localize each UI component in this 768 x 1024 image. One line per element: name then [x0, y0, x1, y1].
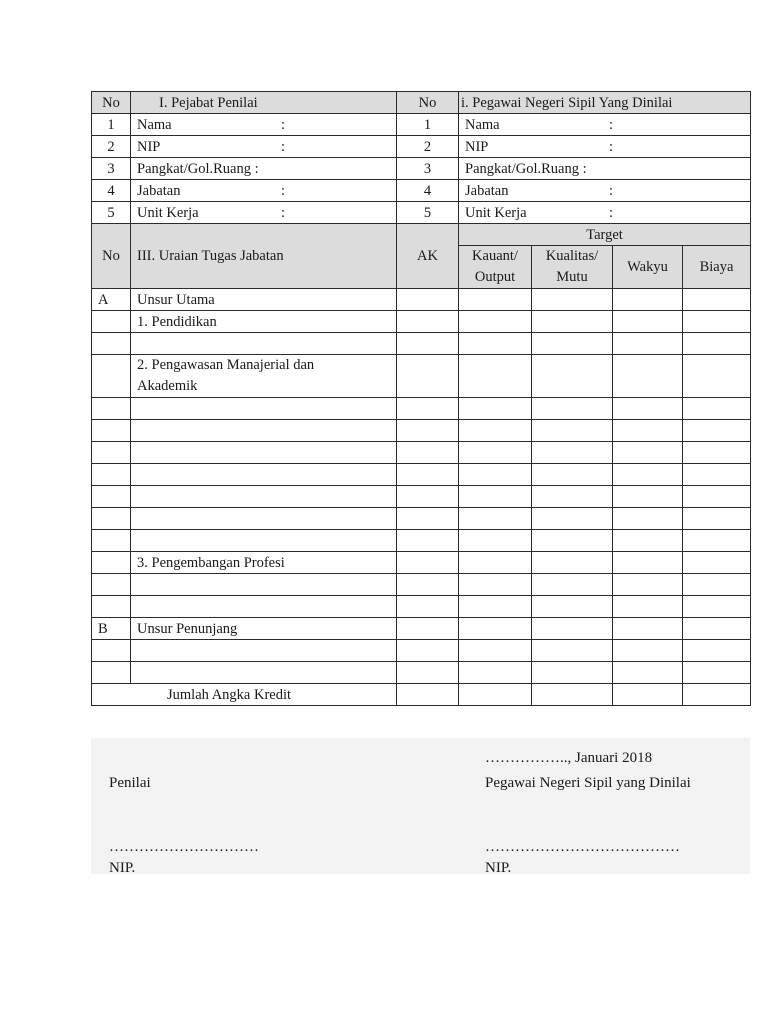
- quantity-cell: [459, 574, 532, 596]
- identity-no: 5: [92, 202, 131, 224]
- quality-cell: [532, 662, 613, 684]
- ak-cell: [397, 333, 459, 355]
- employee-nip: NIP.: [485, 860, 512, 876]
- assessor-role: Penilai: [109, 775, 151, 791]
- time-cell: [613, 596, 683, 618]
- row-label: [131, 508, 397, 530]
- cost-cell: [683, 684, 751, 706]
- identity-label-left: [131, 114, 397, 136]
- row-no: [92, 640, 131, 662]
- identity-row: [92, 202, 751, 224]
- target-quality-header: [532, 246, 613, 289]
- skp-form-table: [91, 91, 751, 706]
- time-cell: [613, 420, 683, 442]
- identity-colon: :: [281, 116, 286, 133]
- target-quality-line: Mutu: [556, 269, 588, 285]
- identity-row: [92, 180, 751, 202]
- ak-cell: [397, 355, 459, 398]
- identity-label-right: [459, 202, 751, 224]
- ak-cell: [397, 596, 459, 618]
- identity-label-left: [131, 180, 397, 202]
- quality-cell: [532, 398, 613, 420]
- task-header-row: [92, 224, 751, 246]
- quantity-cell: [459, 618, 532, 640]
- table-row: [92, 640, 751, 662]
- task-header-ak: AK: [397, 224, 459, 289]
- quantity-cell: [459, 442, 532, 464]
- identity-label-right: Pangkat/Gol.Ruang :: [459, 158, 751, 180]
- table-row: [92, 508, 751, 530]
- table-row: [92, 333, 751, 355]
- row-no: [92, 552, 131, 574]
- ak-cell: [397, 662, 459, 684]
- row-label: Unsur Utama: [131, 289, 397, 311]
- ak-cell: [397, 574, 459, 596]
- identity-label-right: [459, 136, 751, 158]
- identity-colon: :: [281, 204, 286, 221]
- identity-label-left: [131, 202, 397, 224]
- row-label: [131, 486, 397, 508]
- table-row: [92, 355, 751, 398]
- time-cell: [613, 333, 683, 355]
- ak-cell: [397, 420, 459, 442]
- row-label: [131, 333, 397, 355]
- quantity-cell: [459, 420, 532, 442]
- identity-no: 3: [92, 158, 131, 180]
- assessor-signature-dots: …………………………: [109, 839, 259, 855]
- quality-cell: [532, 552, 613, 574]
- cost-cell: [683, 662, 751, 684]
- row-no: [92, 596, 131, 618]
- time-cell: [613, 398, 683, 420]
- ak-cell: [397, 289, 459, 311]
- target-quality-line: Kualitas/: [545, 248, 599, 264]
- target-quantity-line: Output: [474, 269, 516, 285]
- cost-cell: [683, 420, 751, 442]
- quality-cell: [532, 618, 613, 640]
- row-no: [92, 355, 131, 398]
- table-row: [92, 442, 751, 464]
- quantity-cell: [459, 596, 532, 618]
- time-cell: [613, 311, 683, 333]
- identity-label: NIP: [465, 138, 489, 155]
- ak-cell: [397, 618, 459, 640]
- employee-signature-dots: …………………………………: [485, 839, 680, 855]
- table-row: [92, 618, 751, 640]
- identity-row: [92, 158, 751, 180]
- employee-role: Pegawai Negeri Sipil yang Dinilai: [485, 775, 691, 791]
- cost-cell: [683, 442, 751, 464]
- time-cell: [613, 530, 683, 552]
- row-no: [92, 508, 131, 530]
- time-cell: [613, 552, 683, 574]
- row-label: [131, 596, 397, 618]
- ak-cell: [397, 530, 459, 552]
- cost-cell: [683, 311, 751, 333]
- quality-cell: [532, 684, 613, 706]
- ak-cell: [397, 442, 459, 464]
- row-label: [131, 574, 397, 596]
- row-label: [131, 464, 397, 486]
- identity-colon: :: [281, 182, 286, 199]
- target-time-header: Wakyu: [613, 246, 683, 289]
- time-cell: [613, 684, 683, 706]
- identity-label: Nama: [465, 116, 500, 133]
- header-left-title: I. Pejabat Penilai: [131, 92, 397, 114]
- identity-label: Jabatan: [137, 182, 181, 199]
- identity-no: 1: [397, 114, 459, 136]
- table-row: [92, 596, 751, 618]
- identity-label: Jabatan: [465, 182, 509, 199]
- cost-cell: [683, 398, 751, 420]
- header-left-no: No: [92, 92, 131, 114]
- quantity-cell: [459, 684, 532, 706]
- row-no: A: [92, 289, 131, 311]
- target-quantity-line: Kauant/: [472, 248, 518, 264]
- quality-cell: [532, 311, 613, 333]
- cost-cell: [683, 355, 751, 398]
- quality-cell: [532, 574, 613, 596]
- row-no: [92, 398, 131, 420]
- time-cell: [613, 464, 683, 486]
- total-row: [92, 684, 751, 706]
- row-label: Unsur Penunjang: [131, 618, 397, 640]
- row-no: [92, 442, 131, 464]
- signature-block: [91, 738, 750, 874]
- ak-cell: [397, 552, 459, 574]
- identity-no: 3: [397, 158, 459, 180]
- row-no: [92, 464, 131, 486]
- quality-cell: [532, 333, 613, 355]
- table-row: [92, 311, 751, 333]
- row-label: [131, 420, 397, 442]
- header-right-title: i. Pegawai Negeri Sipil Yang Dinilai: [459, 92, 751, 114]
- identity-label: Nama: [137, 116, 172, 133]
- row-label: [131, 640, 397, 662]
- ak-cell: [397, 464, 459, 486]
- cost-cell: [683, 508, 751, 530]
- time-cell: [613, 355, 683, 398]
- time-cell: [613, 442, 683, 464]
- quality-cell: [532, 420, 613, 442]
- quality-cell: [532, 486, 613, 508]
- row-no: [92, 311, 131, 333]
- identity-colon: :: [281, 138, 286, 155]
- task-header-no: No: [92, 224, 131, 289]
- date-line: …………….., Januari 2018: [485, 750, 653, 766]
- quality-cell: [532, 530, 613, 552]
- cost-cell: [683, 640, 751, 662]
- target-cost-header: Biaya: [683, 246, 751, 289]
- cost-cell: [683, 333, 751, 355]
- header-right-no: No: [397, 92, 459, 114]
- identity-colon: :: [609, 182, 614, 199]
- identity-colon: :: [609, 138, 614, 155]
- table-row: [92, 552, 751, 574]
- ak-cell: [397, 640, 459, 662]
- target-quantity-header: [459, 246, 532, 289]
- row-label: 3. Pengembangan Profesi: [131, 552, 397, 574]
- ak-cell: [397, 486, 459, 508]
- cost-cell: [683, 464, 751, 486]
- row-label: [131, 662, 397, 684]
- time-cell: [613, 574, 683, 596]
- quantity-cell: [459, 530, 532, 552]
- identity-row: [92, 114, 751, 136]
- quantity-cell: [459, 552, 532, 574]
- row-no: B: [92, 618, 131, 640]
- cost-cell: [683, 289, 751, 311]
- time-cell: [613, 289, 683, 311]
- cost-cell: [683, 618, 751, 640]
- identity-label-right: [459, 180, 751, 202]
- row-label: [131, 398, 397, 420]
- quantity-cell: [459, 662, 532, 684]
- quantity-cell: [459, 398, 532, 420]
- identity-label: Unit Kerja: [465, 204, 527, 221]
- row-label: [131, 442, 397, 464]
- row-no: [92, 574, 131, 596]
- row-no: [92, 530, 131, 552]
- identity-label-left: [131, 136, 397, 158]
- identity-no: 2: [397, 136, 459, 158]
- time-cell: [613, 662, 683, 684]
- table-row: [92, 662, 751, 684]
- table-row: [92, 289, 751, 311]
- row-no: [92, 420, 131, 442]
- identity-colon: :: [609, 116, 614, 133]
- time-cell: [613, 486, 683, 508]
- identity-row: [92, 136, 751, 158]
- time-cell: [613, 618, 683, 640]
- cost-cell: [683, 552, 751, 574]
- time-cell: [613, 508, 683, 530]
- task-header-title: III. Uraian Tugas Jabatan: [131, 224, 397, 289]
- row-no: [92, 486, 131, 508]
- identity-label: NIP: [137, 138, 161, 155]
- quality-cell: [532, 442, 613, 464]
- quality-cell: [532, 640, 613, 662]
- table-row: [92, 530, 751, 552]
- table-row: [92, 398, 751, 420]
- table-row: [92, 574, 751, 596]
- row-label: 1. Pendidikan: [131, 311, 397, 333]
- identity-no: 2: [92, 136, 131, 158]
- quality-cell: [532, 355, 613, 398]
- cost-cell: [683, 486, 751, 508]
- quantity-cell: [459, 355, 532, 398]
- identity-no: 1: [92, 114, 131, 136]
- identity-no: 5: [397, 202, 459, 224]
- identity-label-left: Pangkat/Gol.Ruang :: [131, 158, 397, 180]
- cost-cell: [683, 596, 751, 618]
- ak-cell: [397, 508, 459, 530]
- row-label: 2. Pengawasan Manajerial dan Akademik: [131, 355, 397, 398]
- row-no: [92, 662, 131, 684]
- cost-cell: [683, 574, 751, 596]
- row-label: [131, 530, 397, 552]
- identity-colon: :: [609, 204, 614, 221]
- time-cell: [613, 640, 683, 662]
- quantity-cell: [459, 333, 532, 355]
- quantity-cell: [459, 464, 532, 486]
- quality-cell: [532, 596, 613, 618]
- identity-label: Unit Kerja: [137, 204, 199, 221]
- quantity-cell: [459, 508, 532, 530]
- row-no: [92, 333, 131, 355]
- ak-cell: [397, 311, 459, 333]
- quantity-cell: [459, 311, 532, 333]
- ak-cell: [397, 684, 459, 706]
- identity-no: 4: [92, 180, 131, 202]
- table-row: [92, 420, 751, 442]
- quantity-cell: [459, 486, 532, 508]
- identity-header-row: [92, 92, 751, 114]
- quality-cell: [532, 289, 613, 311]
- table-row: [92, 464, 751, 486]
- quantity-cell: [459, 289, 532, 311]
- ak-cell: [397, 398, 459, 420]
- identity-no: 4: [397, 180, 459, 202]
- quality-cell: [532, 508, 613, 530]
- cost-cell: [683, 530, 751, 552]
- quality-cell: [532, 464, 613, 486]
- table-row: [92, 486, 751, 508]
- task-header-target: Target: [459, 224, 751, 246]
- identity-label-right: [459, 114, 751, 136]
- assessor-nip: NIP.: [109, 860, 136, 876]
- quantity-cell: [459, 640, 532, 662]
- total-label: Jumlah Angka Kredit: [92, 684, 397, 706]
